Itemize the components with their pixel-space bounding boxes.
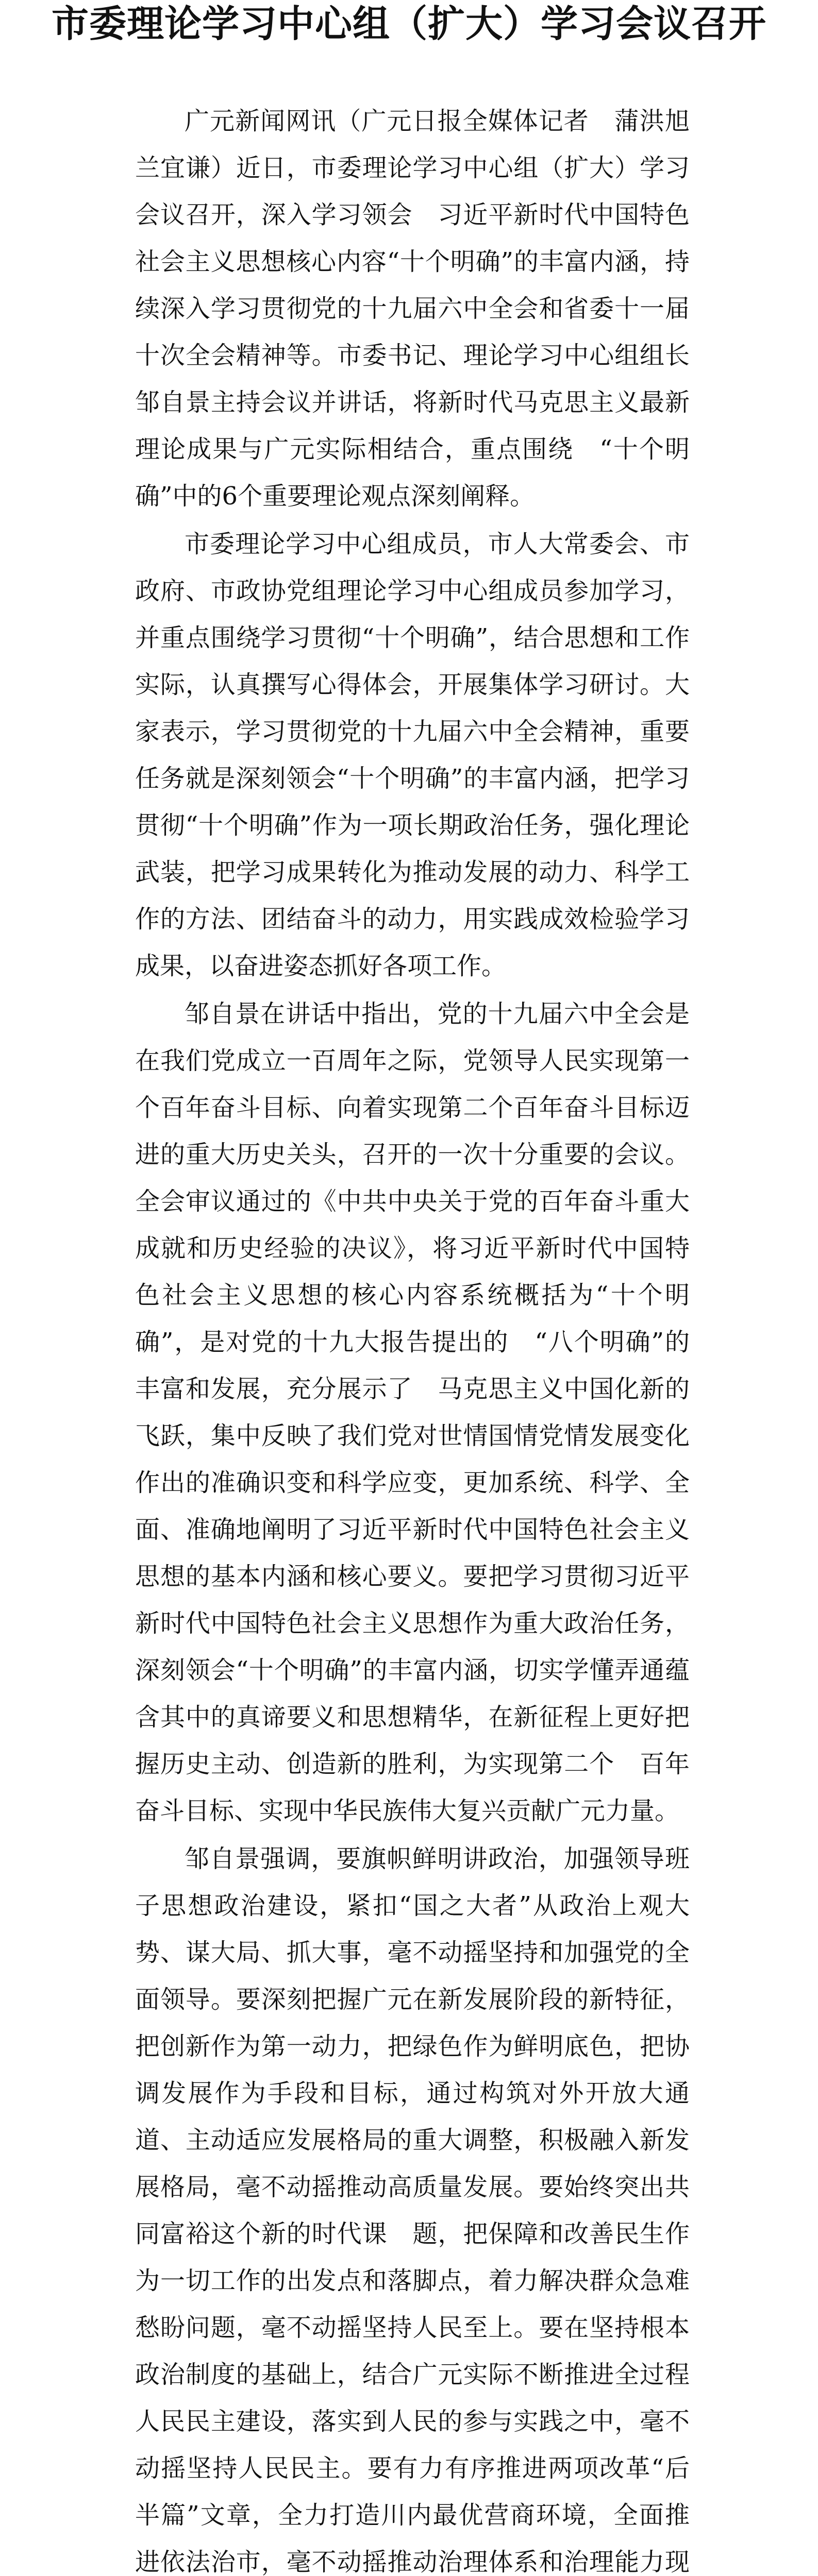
article-body (135, 98, 715, 2576)
article-paragraph-study-group: 市委理论学习中心组成员，市人大常委会、市政府、市政协党组理论学习中心组成员参加学习，并重点围绕学习贯彻“十个明确”，结合思想和工作实际，认真撰写心得体会，开展集体学习研讨。大家表示，学习贯彻党的十九届六中全会精神，重要任务就是深刻领会“十个明确”的丰富内涵，把学习贯彻“十个明确”作为一项长期政治任务，强化理论武装，把学习成果转化为推动发展的动力、科学工作的方法、团结奋斗的动力，用实践成效检验学习成果，以奋进姿态抓好各项工作。 (135, 530, 690, 980)
article-title: 市委理论学习中心组（扩大）学习会议召开 (51, 2, 766, 45)
article-paragraph-lead: 广元新闻网讯（广元日报全媒体记者 蒲洪旭 兰宜谦）近日，市委理论学习中心组（扩大）学习会议召开，深入学习领会 习近平新时代中国特色社会主义思想核心内容“十个明确”的丰富内涵，持续深入学习贯彻党的十九届六中全会和省委十一届十次全会精神等。市委书记、理论学习中心组组长邹自景主持会议并讲话，将新时代马克思主义最新理论成果与广元实际相结合，重点围绕 “十个明确”中的6个重要理论观点深刻阐释。 (135, 107, 715, 511)
article-paragraph-speech: 邹自景在讲话中指出，党的十九届六中全会是在我们党成立一百周年之际，党领导人民实现第一个百年奋斗目标、向着实现第二个百年奋斗目标迈进的重大历史关头，召开的一次十分重要的会议。全会审议通过的《中共中央关于党的百年奋斗重大成就和历史经验的决议》，将习近平新时代中国特色社会主义思想的核心内容系统概括为“十个明确”，是对党的十九大报告提出的 “八个明确”的丰富和发展，充分展示了 马克思主义中国化新的飞跃，集中反映了我们党对世情国情党情发展变化作出的准确识变和科学应变，更加系统、科学、全面、准确地阐明了习近平新时代中国特色社会主义思想的基本内涵和核心要义。要把学习贯彻习近平新时代中国特色社会主义思想作为重大政治任务，深刻领会“十个明确”的丰富内涵，切实学懂弄通蕴含其中的真谛要义和思想精华，在新征程上更好把握历史主动、创造新的胜利，为实现第二个 百年奋斗目标、实现中华民族伟大复兴贡献广元力量。 (135, 999, 690, 1825)
article-paragraph-emphasis: 邹自景强调，要旗帜鲜明讲政治，加强领导班子思想政治建设，紧扣“国之大者”从政治上观大势、谋大局、抓大事，毫不动摇坚持和加强党的全面领导。要深刻把握广元在新发展阶段的新特征，把创新作为第一动力，把绿色作为鲜明底色，把协调发展作为手段和目标，通过构筑对外开放大通道、主动适应发展格局的重大调整，积极融入新发展格局，毫不动摇推动高质量发展。要始终突出共同富裕这个新的时代课 题，把保障和改善民生作为一切工作的出发点和落脚点，着力解决群众急难愁盼问题，毫不动摇坚持人民至上。要在坚持根本政治制度的基础上，结合广元实际不断推进全过程人民民主建设，落实到人民的参与实践之中，毫不动摇坚持人民民主。要有力有序推进两项改革“后半篇”文章，全力打造川内最优营商环境，全面推进依法治市，毫不动摇推动治理体系和治理能力现 (135, 1844, 690, 2576)
